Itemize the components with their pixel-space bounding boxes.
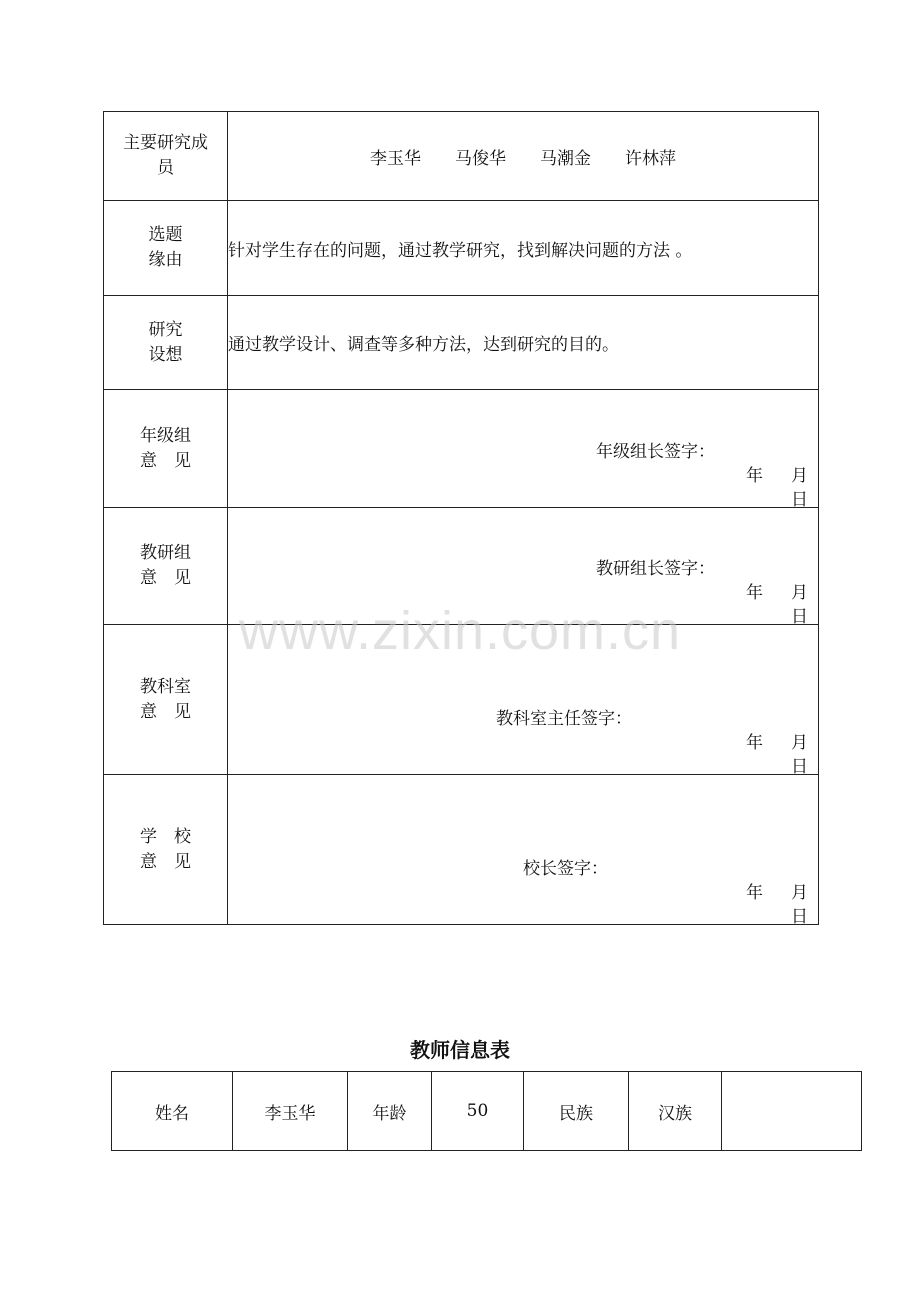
members-label: 主要研究成员 — [123, 133, 208, 178]
name-label-cell: 姓名 — [112, 1072, 233, 1151]
grade-opinion-label-line1: 年级组 — [140, 425, 191, 446]
reason-label-cell — [104, 201, 228, 296]
teacher-info-row — [112, 1072, 862, 1151]
members-cell — [228, 112, 819, 201]
research-office-opinion-cell — [228, 625, 819, 775]
member-name: 许林萍 — [625, 148, 676, 169]
reason-label-line1: 选题 — [148, 225, 183, 245]
school-opinion-label-line1: 学 校 — [140, 826, 191, 847]
research-office-date-year-month — [746, 728, 808, 753]
year-label: 年 — [746, 466, 763, 486]
idea-label-cell — [104, 296, 228, 390]
school-date-year-month — [746, 878, 808, 903]
day-label: 日 — [791, 907, 808, 927]
watermark: www.zixin.com.cn — [238, 601, 682, 661]
school-opinion-label-cell — [104, 775, 228, 925]
reason-text: 针对学生存在的问题，通过教学研究，找到解决问题的方法 。 — [228, 201, 819, 296]
month-label: 月 — [791, 733, 808, 753]
day-label: 日 — [791, 607, 808, 627]
teacher-info-table — [111, 1071, 862, 1151]
idea-row — [104, 296, 819, 390]
name-value-cell: 李玉华 — [233, 1072, 348, 1151]
teaching-group-opinion-label-line1: 教研组 — [140, 543, 191, 563]
reason-label-line2: 缘由 — [148, 250, 183, 270]
teacher-table-title: 教师信息表 — [410, 1038, 510, 1062]
teaching-date-year-month — [746, 578, 808, 603]
research-office-opinion-label-line2: 意 见 — [140, 701, 191, 722]
research-office-opinion-label-cell — [104, 625, 228, 775]
month-label: 月 — [791, 466, 808, 486]
teaching-group-opinion-cell — [228, 508, 819, 625]
research-office-opinion-label-line1: 教科室 — [140, 676, 191, 697]
teaching-group-opinion-label-line2: 意 见 — [140, 568, 191, 588]
grade-opinion-label-cell — [104, 390, 228, 508]
members-row — [104, 112, 819, 201]
research-office-opinion-row — [104, 625, 819, 775]
teaching-leader-signature-label: 教研组长签字： — [596, 559, 715, 579]
school-opinion-cell — [228, 775, 819, 925]
age-value-cell: 50 — [432, 1072, 524, 1151]
idea-label-line1: 研究 — [148, 319, 183, 340]
year-label: 年 — [746, 583, 763, 603]
grade-leader-signature-label: 年级组长签字： — [596, 442, 715, 462]
teaching-group-opinion-label-cell — [104, 508, 228, 625]
year-label: 年 — [746, 733, 763, 753]
month-label: 月 — [791, 883, 808, 903]
grade-opinion-cell — [228, 390, 819, 508]
grade-opinion-row — [104, 390, 819, 508]
principal-signature-label: 校长签字： — [523, 859, 608, 879]
grade-opinion-label-line2: 意 见 — [140, 450, 191, 471]
member-name: 李玉华 — [370, 148, 421, 169]
members-label-cell — [104, 112, 228, 201]
empty-cell — [722, 1072, 862, 1151]
research-office-director-signature-label: 教科室主任签字： — [496, 709, 632, 729]
idea-text: 通过教学设计、调查等多种方法，达到研究的目的。 — [228, 296, 819, 390]
school-opinion-label-line2: 意 见 — [140, 851, 191, 872]
month-label: 月 — [791, 583, 808, 603]
ethnicity-label-cell: 民族 — [524, 1072, 629, 1151]
research-table — [103, 111, 819, 925]
day-label: 日 — [791, 490, 808, 510]
teaching-group-opinion-row — [104, 508, 819, 625]
age-label-cell: 年龄 — [348, 1072, 432, 1151]
member-name: 马俊华 — [455, 148, 506, 169]
ethnicity-value-cell: 汉族 — [629, 1072, 722, 1151]
member-name: 马潮金 — [540, 148, 591, 169]
year-label: 年 — [746, 883, 763, 903]
reason-row — [104, 201, 819, 296]
day-label: 日 — [791, 757, 808, 777]
school-opinion-row — [104, 775, 819, 925]
grade-date-year-month — [746, 461, 808, 486]
idea-label-line2: 设想 — [148, 344, 183, 365]
